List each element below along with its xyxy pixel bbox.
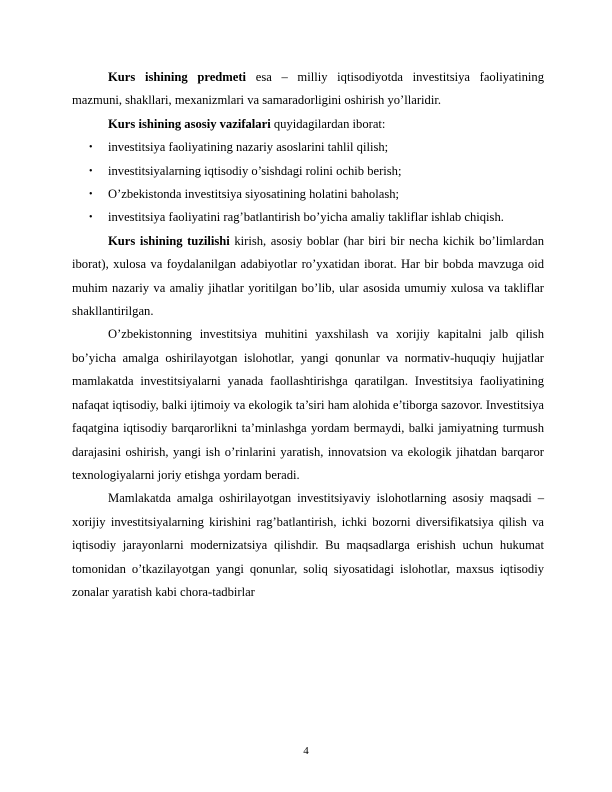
paragraph-tasks-intro <box>72 113 544 136</box>
document-body <box>72 66 544 604</box>
paragraph-structure <box>72 230 544 324</box>
list-item-text: investitsiya faoliyatini rag’batlantirish bo’yicha amaliy takliflar ishlab chiqish. <box>108 210 504 225</box>
list-item-text: investitsiya faoliyatining nazariy asoslarini tahlil qilish; <box>108 140 389 155</box>
list-item <box>72 183 544 206</box>
bullet-icon: • <box>89 142 93 154</box>
tasks-heading: Kurs ishining asosiy vazifalari <box>108 116 271 131</box>
list-item <box>72 160 544 183</box>
paragraph-subject <box>72 66 544 113</box>
list-item-text: investitsiyalarning iqtisodiy o’sishdagi rolini ochib berish; <box>108 163 402 178</box>
bullet-icon: • <box>89 212 93 224</box>
tasks-list <box>72 136 544 230</box>
paragraph-investment-climate: O’zbekistonning investitsiya muhitini yaxshilash va xorijiy kapitalni jalb qilish bo’yicha amalga oshirilayotgan islohotlar, yangi qonunlar va normativ-huquqiy hujjatlar mamlakatda investitsiyalarni yanada faollashtirishga qaratilgan. Investitsiya faoliyatining nafaqat iqtisodiy, balki ijtimoiy va ekologik ta’siri ham alohida e’tiborga sazovor. Investitsiya faqatgina iqtisodiy barqarorlikni ta’minlashga yordam bermaydi, balki jamiyatning turmush darajasini oshirish, yangi ish o’rinlarini yaratish, innovatsion va ekologik jihatdan barqaror texnologiyalarni joriy etishga yordam beradi. <box>72 327 544 482</box>
structure-text: kirish, asosiy boblar (har biri bir necha kichik bo’limlardan iborat), xulosa va foydalanilgan adabiyotlar ro’yxatidan iborat. Har bir bobda mavzuga oid muhim nazariy va amaliy jihatlar yoritilgan bo’lib, ular asosida umumiy xulosa va takliflar shakllantirilgan. <box>72 233 544 319</box>
subject-text: esa – milliy iqtisodiyotda investitsiya faoliyatining mazmuni, shakllari, mexanizmlari va samaradorligini oshirish yo’llaridir. <box>72 70 544 108</box>
list-item-text: O’zbekistonda investitsiya siyosatining holatini baholash; <box>108 187 400 202</box>
paragraph-reforms: Mamlakatda amalga oshirilayotgan investitsiyaviy islohotlarning asosiy maqsadi – xorijiy investitsiyalarning kirishini rag’batlantirish, ichki bozorni diversifikatsiya qilish va iqtisodiy jarayonlarni modernizatsiya qilishdir. Bu maqsadlarga erishish uchun hukumat tomonidan o’tkazilayotgan yangi qonunlar, soliq siyosatidagi islohotlar, maxsus iqtisodiy zonalar yaratish kabi chora-tadbirlar <box>72 491 544 599</box>
structure-heading: Kurs ishining tuzilishi <box>108 233 230 248</box>
list-item <box>72 136 544 159</box>
subject-heading: Kurs ishining predmeti <box>108 70 247 84</box>
bullet-icon: • <box>89 165 93 177</box>
bullet-icon: • <box>89 189 93 201</box>
list-item <box>72 206 544 229</box>
page-number: 4 <box>303 745 309 757</box>
tasks-intro-text: quyidagilardan iborat: <box>270 116 386 131</box>
